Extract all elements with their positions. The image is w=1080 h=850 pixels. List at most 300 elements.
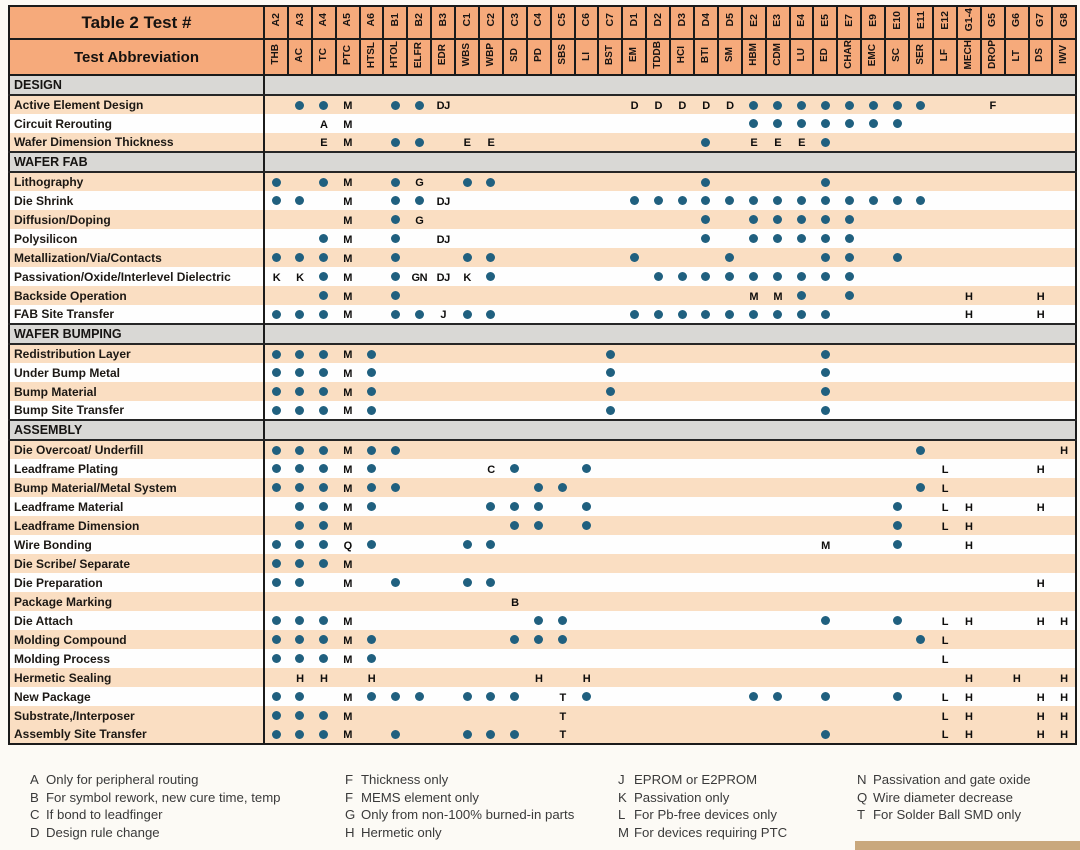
empty-cell — [527, 363, 551, 382]
mark-cell — [288, 497, 312, 516]
column-number-C5: C5 — [551, 6, 575, 39]
test-letter: L — [941, 615, 948, 628]
empty-cell — [885, 554, 909, 573]
empty-cell — [742, 172, 766, 191]
test-letter: A — [320, 118, 328, 131]
empty-cell — [479, 191, 503, 210]
test-dot — [797, 310, 806, 319]
test-dot — [295, 711, 304, 720]
empty-cell — [766, 248, 790, 267]
test-dot — [367, 387, 376, 396]
empty-cell — [622, 535, 646, 554]
mark-cell — [503, 630, 527, 649]
empty-cell — [551, 229, 575, 248]
mark-cell — [933, 611, 957, 630]
table-title: Table 2 Test # — [9, 6, 264, 39]
test-dot — [845, 234, 854, 243]
column-abbr-LI: LI — [575, 39, 599, 75]
empty-cell — [861, 497, 885, 516]
test-dot — [295, 654, 304, 663]
empty-cell — [766, 172, 790, 191]
empty-cell — [383, 363, 407, 382]
test-letter: H — [1060, 615, 1068, 628]
empty-cell — [575, 382, 599, 401]
test-dot — [463, 253, 472, 262]
empty-cell — [622, 497, 646, 516]
test-letter: H — [965, 309, 973, 322]
test-dot — [773, 234, 782, 243]
empty-cell — [1052, 401, 1076, 420]
empty-cell — [909, 344, 933, 363]
empty-cell — [909, 611, 933, 630]
empty-cell — [670, 248, 694, 267]
empty-cell — [527, 267, 551, 286]
mark-cell — [312, 535, 336, 554]
empty-cell — [360, 172, 384, 191]
test-dot — [606, 387, 615, 396]
test-letter: H — [965, 501, 973, 514]
mark-cell — [837, 229, 861, 248]
empty-cell — [455, 286, 479, 305]
empty-cell — [1052, 497, 1076, 516]
mark-cell — [790, 191, 814, 210]
test-dot — [367, 635, 376, 644]
empty-cell — [742, 248, 766, 267]
empty-cell — [431, 459, 455, 478]
footnote-text: MEMS element only — [361, 789, 479, 805]
empty-cell — [670, 440, 694, 459]
empty-cell — [360, 573, 384, 592]
test-dot — [272, 446, 281, 455]
test-dot — [319, 368, 328, 377]
mark-cell — [455, 535, 479, 554]
column-abbr-HTSL: HTSL — [360, 39, 384, 75]
mark-cell — [837, 286, 861, 305]
empty-cell — [1005, 649, 1029, 668]
test-dot — [893, 101, 902, 110]
mark-cell — [933, 630, 957, 649]
mark-cell — [407, 687, 431, 706]
empty-cell — [479, 668, 503, 687]
mark-cell — [312, 516, 336, 535]
mark-cell — [646, 305, 670, 324]
row-label: Leadframe Material — [9, 497, 264, 516]
section-band-fill — [264, 75, 1076, 95]
empty-cell — [479, 611, 503, 630]
mark-cell — [503, 687, 527, 706]
empty-cell — [264, 133, 288, 152]
empty-cell — [670, 706, 694, 725]
mark-cell — [455, 573, 479, 592]
section-label: WAFER BUMPING — [9, 324, 264, 344]
mark-cell — [336, 95, 360, 114]
test-dot — [749, 119, 758, 128]
mark-cell — [479, 248, 503, 267]
mark-cell — [383, 478, 407, 497]
empty-cell — [455, 363, 479, 382]
empty-cell — [575, 401, 599, 420]
test-dot — [486, 502, 495, 511]
mark-cell — [431, 191, 455, 210]
test-dot — [749, 310, 758, 319]
empty-cell — [479, 554, 503, 573]
empty-cell — [742, 725, 766, 744]
empty-cell — [431, 573, 455, 592]
empty-cell — [1052, 248, 1076, 267]
column-number-A4: A4 — [312, 6, 336, 39]
test-letter: M — [343, 463, 352, 476]
test-letter: E — [320, 137, 328, 150]
mark-cell — [312, 114, 336, 133]
mark-cell — [312, 382, 336, 401]
empty-cell — [455, 191, 479, 210]
mark-cell — [670, 191, 694, 210]
empty-cell — [455, 114, 479, 133]
empty-cell — [718, 172, 742, 191]
empty-cell — [360, 725, 384, 744]
empty-cell — [909, 535, 933, 554]
test-dot — [486, 272, 495, 281]
empty-cell — [646, 401, 670, 420]
empty-cell — [1029, 133, 1053, 152]
mark-cell — [479, 459, 503, 478]
empty-cell — [575, 363, 599, 382]
empty-cell — [837, 172, 861, 191]
empty-cell — [837, 649, 861, 668]
test-dot — [725, 272, 734, 281]
empty-cell — [455, 497, 479, 516]
empty-cell — [431, 706, 455, 725]
empty-cell — [957, 210, 981, 229]
empty-cell — [813, 440, 837, 459]
empty-cell — [1005, 114, 1029, 133]
mark-cell — [646, 267, 670, 286]
empty-cell — [1052, 516, 1076, 535]
column-abbr-IWV: IWV — [1052, 39, 1076, 75]
mark-cell — [360, 363, 384, 382]
empty-cell — [885, 440, 909, 459]
empty-cell — [312, 210, 336, 229]
mark-cell — [264, 363, 288, 382]
mark-cell — [933, 706, 957, 725]
empty-cell — [1029, 172, 1053, 191]
test-dot — [821, 101, 830, 110]
mark-cell — [1029, 305, 1053, 324]
empty-cell — [861, 668, 885, 687]
column-abbr-EM: EM — [622, 39, 646, 75]
empty-cell — [264, 229, 288, 248]
table-row — [9, 440, 1076, 459]
mark-cell — [837, 267, 861, 286]
mark-cell — [742, 267, 766, 286]
empty-cell — [622, 401, 646, 420]
empty-cell — [383, 401, 407, 420]
row-label: Die Shrink — [9, 191, 264, 210]
mark-cell — [909, 191, 933, 210]
empty-cell — [885, 305, 909, 324]
empty-cell — [288, 172, 312, 191]
empty-cell — [1029, 649, 1053, 668]
table-row — [9, 191, 1076, 210]
test-dot — [295, 616, 304, 625]
empty-cell — [503, 248, 527, 267]
empty-cell — [885, 286, 909, 305]
mark-cell — [455, 305, 479, 324]
empty-cell — [264, 210, 288, 229]
empty-cell — [503, 440, 527, 459]
mark-cell — [790, 286, 814, 305]
test-letter: D — [630, 100, 639, 113]
empty-cell — [1052, 286, 1076, 305]
empty-cell — [598, 440, 622, 459]
empty-cell — [909, 363, 933, 382]
test-dot — [367, 654, 376, 663]
test-letter: H — [1036, 290, 1045, 303]
test-dot — [319, 178, 328, 187]
test-dot — [391, 253, 400, 262]
footnote-text: For Pb-free devices only — [634, 807, 777, 822]
row-label: FAB Site Transfer — [9, 305, 264, 324]
empty-cell — [790, 401, 814, 420]
section-band — [9, 324, 1076, 344]
test-letter: L — [941, 520, 948, 533]
test-letter: L — [941, 729, 948, 742]
empty-cell — [861, 725, 885, 744]
empty-cell — [670, 535, 694, 554]
mark-cell — [336, 611, 360, 630]
mark-cell — [742, 133, 766, 152]
empty-cell — [575, 592, 599, 611]
section-band — [9, 420, 1076, 440]
empty-cell — [622, 344, 646, 363]
mark-cell — [813, 687, 837, 706]
empty-cell — [527, 440, 551, 459]
column-number-G1-4: G1-4 — [957, 6, 981, 39]
mark-cell — [885, 114, 909, 133]
empty-cell — [981, 210, 1005, 229]
mark-cell — [312, 668, 336, 687]
mark-cell — [479, 133, 503, 152]
column-number-E3: E3 — [766, 6, 790, 39]
test-dot — [701, 234, 710, 243]
test-dot — [319, 635, 328, 644]
test-dot — [391, 730, 400, 739]
empty-cell — [1052, 649, 1076, 668]
empty-cell — [981, 191, 1005, 210]
empty-cell — [718, 687, 742, 706]
mark-cell — [383, 305, 407, 324]
empty-cell — [670, 114, 694, 133]
mark-cell — [336, 382, 360, 401]
empty-cell — [431, 649, 455, 668]
column-number-E4: E4 — [790, 6, 814, 39]
empty-cell — [718, 535, 742, 554]
mark-cell — [312, 248, 336, 267]
mark-cell — [957, 611, 981, 630]
empty-cell — [622, 459, 646, 478]
empty-cell — [407, 554, 431, 573]
empty-cell — [981, 478, 1005, 497]
empty-cell — [885, 401, 909, 420]
empty-cell — [1005, 267, 1029, 286]
empty-cell — [742, 401, 766, 420]
mark-cell — [885, 248, 909, 267]
empty-cell — [598, 630, 622, 649]
empty-cell — [646, 630, 670, 649]
test-dot — [893, 540, 902, 549]
empty-cell — [527, 305, 551, 324]
mark-cell — [1052, 687, 1076, 706]
test-dot — [893, 521, 902, 530]
mark-cell — [933, 516, 957, 535]
empty-cell — [670, 229, 694, 248]
mark-cell — [598, 344, 622, 363]
test-letter: M — [821, 539, 830, 552]
row-label: Substrate,/Interposer — [9, 706, 264, 725]
mark-cell — [598, 401, 622, 420]
row-label: Passivation/Oxide/Interlevel Dielectric — [9, 267, 264, 286]
empty-cell — [1005, 363, 1029, 382]
empty-cell — [670, 363, 694, 382]
empty-cell — [575, 611, 599, 630]
row-label: Hermetic Sealing — [9, 668, 264, 687]
column-abbr-EMC: EMC — [861, 39, 885, 75]
test-dot — [773, 119, 782, 128]
empty-cell — [694, 286, 718, 305]
empty-cell — [933, 248, 957, 267]
empty-cell — [551, 344, 575, 363]
test-dot — [367, 692, 376, 701]
test-dot — [463, 540, 472, 549]
empty-cell — [479, 382, 503, 401]
empty-cell — [670, 382, 694, 401]
empty-cell — [1005, 440, 1029, 459]
test-dot — [845, 196, 854, 205]
mark-cell — [288, 401, 312, 420]
empty-cell — [1005, 229, 1029, 248]
empty-cell — [1005, 248, 1029, 267]
empty-cell — [670, 478, 694, 497]
mark-cell — [766, 210, 790, 229]
empty-cell — [383, 344, 407, 363]
test-letter: M — [343, 710, 352, 723]
test-dot — [797, 215, 806, 224]
test-letter: H — [582, 672, 591, 685]
test-dot — [749, 215, 758, 224]
empty-cell — [885, 229, 909, 248]
empty-cell — [1052, 133, 1076, 152]
empty-cell — [837, 363, 861, 382]
test-letter: M — [343, 615, 352, 628]
empty-cell — [622, 172, 646, 191]
mark-cell — [766, 286, 790, 305]
empty-cell — [598, 687, 622, 706]
empty-cell — [646, 687, 670, 706]
empty-cell — [957, 649, 981, 668]
empty-cell — [981, 497, 1005, 516]
empty-cell — [694, 114, 718, 133]
mark-cell — [527, 497, 551, 516]
test-letter: H — [965, 672, 973, 685]
empty-cell — [742, 611, 766, 630]
empty-cell — [312, 573, 336, 592]
test-dot — [391, 272, 400, 281]
test-letter: M — [773, 290, 782, 303]
empty-cell — [1029, 440, 1053, 459]
mark-cell — [503, 592, 527, 611]
footnote-line — [857, 771, 1031, 789]
empty-cell — [646, 229, 670, 248]
empty-cell — [288, 133, 312, 152]
empty-cell — [933, 305, 957, 324]
mark-cell — [575, 687, 599, 706]
footnote-key: F — [345, 772, 354, 787]
test-dot — [319, 483, 328, 492]
empty-cell — [1005, 725, 1029, 744]
empty-cell — [694, 687, 718, 706]
empty-cell — [981, 459, 1005, 478]
empty-cell — [598, 305, 622, 324]
mark-cell — [885, 687, 909, 706]
mark-cell — [813, 133, 837, 152]
mark-cell — [813, 114, 837, 133]
empty-cell — [527, 210, 551, 229]
test-letter: L — [941, 653, 948, 666]
test-dot — [319, 654, 328, 663]
empty-cell — [766, 344, 790, 363]
empty-cell — [622, 267, 646, 286]
column-abbr-ED: ED — [813, 39, 837, 75]
empty-cell — [861, 687, 885, 706]
empty-cell — [861, 573, 885, 592]
empty-cell — [407, 497, 431, 516]
empty-cell — [1052, 459, 1076, 478]
empty-cell — [575, 114, 599, 133]
empty-cell — [527, 133, 551, 152]
test-dot — [558, 616, 567, 625]
empty-cell — [527, 172, 551, 191]
empty-cell — [861, 172, 885, 191]
empty-cell — [957, 363, 981, 382]
empty-cell — [551, 133, 575, 152]
test-letter: DJ — [436, 233, 450, 246]
empty-cell — [646, 114, 670, 133]
test-dot — [319, 101, 328, 110]
footnote-key: Q — [857, 789, 868, 805]
mark-cell — [383, 286, 407, 305]
test-dot — [701, 178, 710, 187]
test-dot — [916, 101, 925, 110]
empty-cell — [1029, 668, 1053, 687]
test-dot — [821, 730, 830, 739]
mark-cell — [813, 248, 837, 267]
empty-cell — [957, 248, 981, 267]
empty-cell — [670, 401, 694, 420]
empty-cell — [766, 516, 790, 535]
empty-cell — [933, 440, 957, 459]
test-dot — [272, 253, 281, 262]
empty-cell — [909, 286, 933, 305]
empty-cell — [670, 611, 694, 630]
empty-cell — [790, 535, 814, 554]
empty-cell — [981, 114, 1005, 133]
row-label: Wafer Dimension Thickness — [9, 133, 264, 152]
empty-cell — [598, 592, 622, 611]
test-letter: M — [343, 177, 352, 190]
mark-cell — [1029, 459, 1053, 478]
empty-cell — [813, 497, 837, 516]
empty-cell — [598, 535, 622, 554]
